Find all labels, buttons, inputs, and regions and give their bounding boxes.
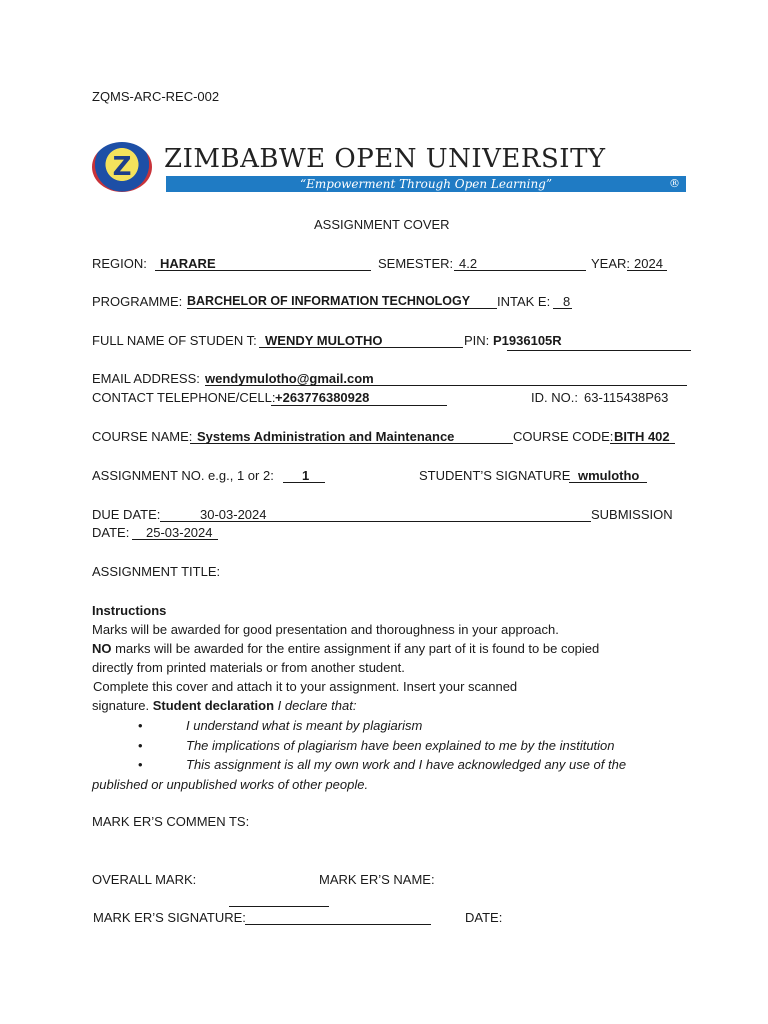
submission-date-value: 25-03-2024 (146, 525, 213, 540)
assignment-no-value: 1 (302, 468, 310, 483)
instructions-line-4: Complete this cover and attach it to your assignment. Insert your scanned (93, 679, 518, 694)
course-name-label: COURSE NAME: (92, 429, 193, 444)
due-date-label: DUE DATE: (92, 507, 161, 522)
assignment-no-underline (283, 482, 325, 483)
region-underline (155, 270, 371, 271)
markers-comments-label: MARK ER’S COMMEN TS: (92, 814, 250, 829)
due-date-underline (160, 521, 591, 522)
instructions-line-2: NO marks will be awarded for the entire assignment if any part of it is found to be copied (92, 641, 600, 656)
pin-value: P1936105R (493, 333, 562, 348)
university-slogan: “Empowerment Through Open Learning” ® (166, 176, 686, 192)
phone-underline (271, 405, 447, 406)
university-emblem-icon: Z (92, 142, 152, 192)
phone-label: CONTACT TELEPHONE/CELL: (92, 390, 276, 405)
full-name-label: FULL NAME OF STUDEN T: (92, 333, 257, 348)
email-value: wendymulotho@gmail.com (205, 371, 374, 386)
list-item-continuation: published or unpublished works of other people. (92, 776, 369, 792)
instructions-block (92, 601, 672, 715)
year-label: YEAR: (591, 256, 631, 271)
pin-label: PIN: (464, 333, 490, 348)
course-code-value: BITH 402 (614, 429, 670, 444)
phone-value: +263776380928 (275, 390, 370, 405)
full-name-value: WENDY MULOTHO (265, 333, 383, 348)
instructions-line-1: Marks will be awarded for good presentation and thoroughness in your approach. (92, 622, 559, 637)
markers-signature-underline (245, 924, 431, 925)
region-label: REGION: (92, 256, 147, 271)
page-title: ASSIGNMENT COVER (314, 217, 450, 232)
course-name-underline (190, 443, 513, 444)
markers-signature-label: MARK ER’S SIGNATURE: (93, 910, 246, 925)
bullet-icon: • (138, 718, 143, 733)
programme-underline (187, 308, 497, 309)
course-code-label: COURSE CODE: (513, 429, 614, 444)
course-code-underline (610, 443, 675, 444)
assignment-no-label: ASSIGNMENT NO. e.g., 1 or 2: (92, 468, 274, 483)
region-value: HARARE (160, 256, 216, 271)
university-name: ZIMBABWE OPEN UNIVERSITY (164, 144, 606, 174)
intake-value: 8 (563, 294, 571, 309)
bullet-icon: • (138, 737, 143, 753)
submission-label: SUBMISSION (591, 507, 673, 522)
declaration-list (92, 716, 672, 794)
pin-underline (507, 350, 691, 351)
year-value: 2024 (634, 256, 663, 271)
date-label: DATE: (465, 910, 503, 925)
overall-mark-underline (229, 906, 329, 907)
list-item: • This assignment is all my own work and I have acknowledged any use of the (92, 755, 672, 775)
overall-mark-label: OVERALL MARK: (92, 872, 197, 887)
programme-value: BARCHELOR OF INFORMATION TECHNOLOGY (187, 294, 471, 308)
intake-label: INTAK E: (497, 294, 551, 309)
semester-underline (454, 270, 586, 271)
id-label: ID. NO.: (531, 390, 578, 405)
email-underline (205, 385, 687, 386)
email-label: EMAIL ADDRESS: (92, 371, 200, 386)
semester-label: SEMESTER: (378, 256, 454, 271)
full-name-underline (259, 347, 463, 348)
programme-label: PROGRAMME: (92, 294, 183, 309)
instructions-line-3: directly from printed materials or from another student. (92, 660, 405, 675)
registered-mark-icon: ® (669, 177, 680, 190)
submission-date-label: DATE: (92, 525, 130, 540)
list-item: • I understand what is meant by plagiarism (92, 716, 672, 736)
declaration-label: Student declaration (152, 698, 275, 713)
instructions-line-5: signature. Student declaration I declare that: (92, 698, 357, 713)
semester-value: 4.2 (459, 256, 478, 271)
bullet-icon: • (138, 757, 143, 772)
student-signature-label: STUDENT’S SIGNATURE (419, 468, 571, 483)
university-logo (92, 142, 688, 194)
markers-name-label: MARK ER’S NAME: (319, 872, 435, 887)
student-signature-value: wmulotho (578, 468, 640, 483)
document-code: ZQMS-ARC-REC-002 (92, 89, 220, 104)
year-underline (627, 270, 667, 271)
list-item: • The implications of plagiarism have been explained to me by the institution (92, 736, 672, 756)
course-name-value: Systems Administration and Maintenance (197, 429, 455, 444)
due-date-value: 30-03-2024 (200, 507, 267, 522)
id-value: 63-115438P63 (584, 390, 669, 405)
intake-underline (553, 308, 572, 309)
student-signature-underline (569, 482, 647, 483)
instructions-heading: Instructions (92, 603, 167, 618)
assignment-title-label: ASSIGNMENT TITLE: (92, 564, 221, 579)
submission-date-underline (132, 539, 218, 540)
